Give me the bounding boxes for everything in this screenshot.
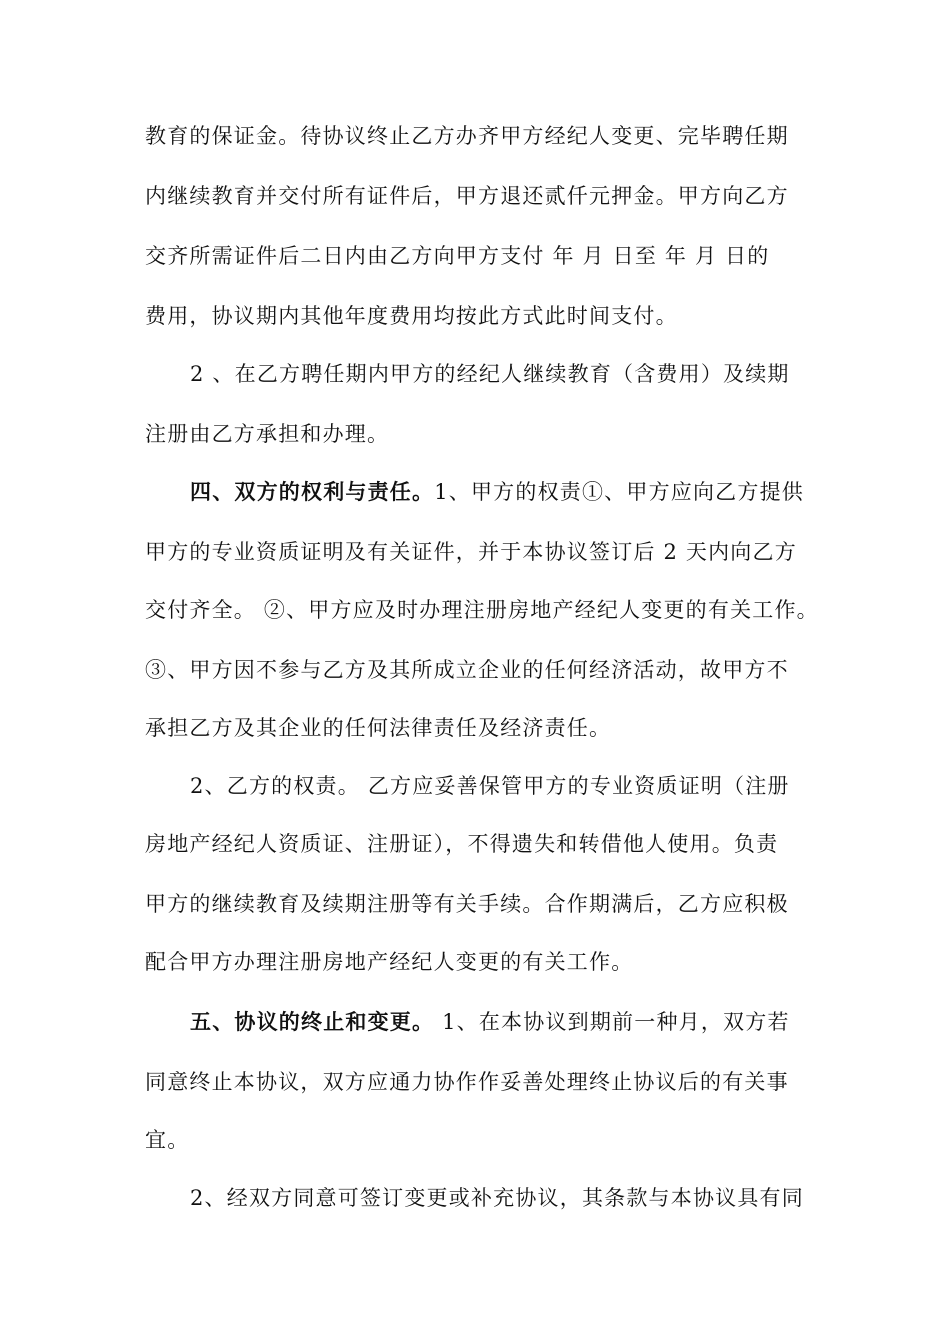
line-text: 同意终止本协议，双方应通力协作作妥善处理终止协议后的有关事 — [145, 1070, 789, 1094]
line-text: 宜。 — [145, 1128, 190, 1152]
line-text: 注册由乙方承担和办理。 — [145, 422, 390, 446]
section-heading-5: 五、协议的终止和变更。 — [190, 1009, 435, 1034]
paragraph-line — [145, 829, 825, 859]
paragraph-line — [145, 713, 825, 743]
section-heading-line — [190, 477, 870, 507]
line-text: 配合甲方办理注册房地产经纪人变更的有关工作。 — [145, 950, 634, 974]
line-text: ③、甲方因不参与乙方及其所成立企业的任何经济活动，故甲方不 — [145, 658, 789, 682]
paragraph-line — [145, 1125, 825, 1155]
line-text: 2、乙方的权责。 乙方应妥善保管甲方的专业资质证明（注册 — [190, 774, 790, 798]
paragraph-line — [145, 537, 825, 567]
paragraph-line — [145, 181, 825, 211]
paragraph-line — [145, 595, 825, 625]
paragraph-line — [190, 359, 870, 389]
paragraph-line — [145, 655, 825, 685]
line-text: 承担乙方及其企业的任何法律责任及经济责任。 — [145, 716, 612, 740]
line-text: 1、在本协议到期前一种月，双方若 — [434, 1010, 790, 1034]
line-text: 内继续教育并交付所有证件后，甲方退还贰仟元押金。甲方向乙方 — [145, 184, 789, 208]
line-text: 甲方的继续教育及续期注册等有关手续。合作期满后，乙方应积极 — [145, 892, 789, 916]
line-text: 费用，协议期内其他年度费用均按此方式此时间支付。 — [145, 304, 678, 328]
line-text: 交付齐全。 ②、甲方应及时办理注册房地产经纪人变更的有关工作。 — [145, 598, 819, 622]
paragraph-line — [145, 241, 825, 271]
paragraph-line — [190, 771, 870, 801]
section-heading-4: 四、双方的权利与责任。 — [190, 479, 435, 504]
paragraph-line — [145, 419, 825, 449]
line-text: 交齐所需证件后二日内由乙方向甲方支付 年 月 日至 年 月 日的 — [145, 244, 770, 268]
line-text: 2 、在乙方聘任期内甲方的经纪人继续教育（含费用）及续期 — [190, 362, 790, 386]
section-heading-line — [190, 1007, 870, 1037]
line-text: 2、经双方同意可签订变更或补充协议，其条款与本协议具有同 — [190, 1186, 804, 1210]
line-text: 教育的保证金。待协议终止乙方办齐甲方经纪人变更、完毕聘任期 — [145, 124, 789, 148]
paragraph-line — [145, 1067, 825, 1097]
paragraph-line — [145, 889, 825, 919]
line-text: 甲方的专业资质证明及有关证件，并于本协议签订后 2 天内向乙方 — [145, 540, 797, 564]
paragraph-line — [145, 301, 825, 331]
line-text: 1、甲方的权责①、甲方应向乙方提供 — [434, 480, 804, 504]
line-text: 房地产经纪人资质证、注册证），不得遗失和转借他人使用。负责 — [145, 832, 779, 856]
paragraph-line — [145, 121, 825, 151]
paragraph-line — [190, 1183, 870, 1213]
paragraph-line — [145, 947, 825, 977]
